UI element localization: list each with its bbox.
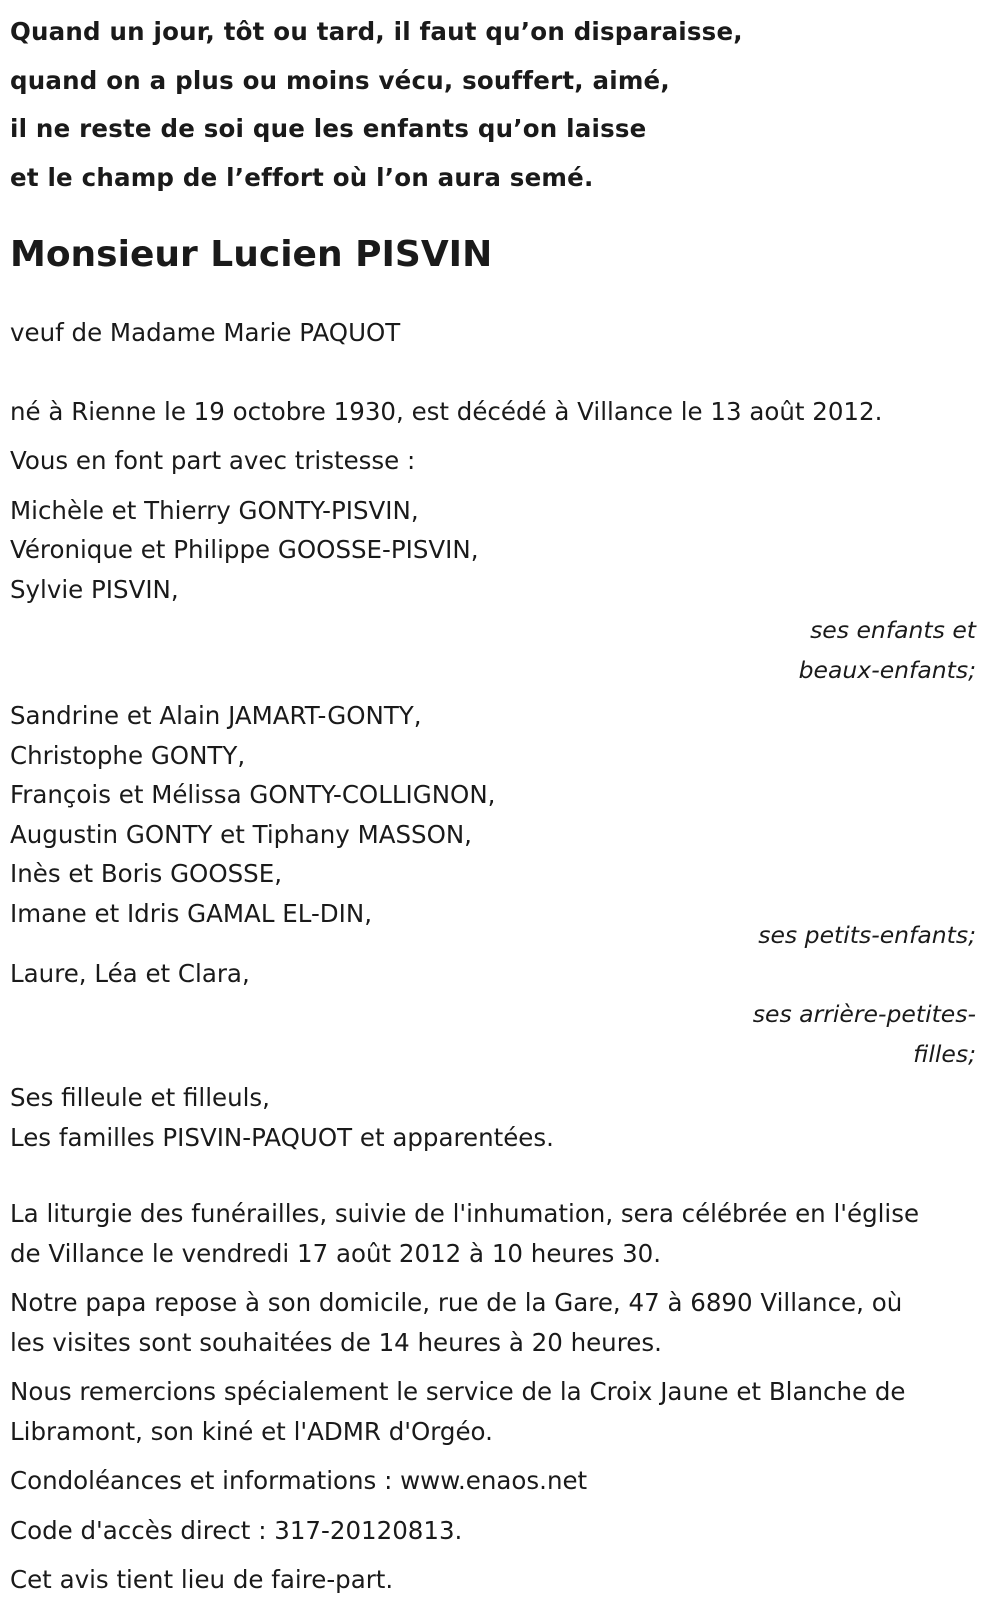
poem-line: quand on a plus ou moins vécu, souffert, aimé, <box>10 65 670 95</box>
visits-info <box>10 1283 976 1362</box>
poem-line: il ne reste de soi que les enfants qu’on laisse <box>10 114 647 143</box>
thanks-line: Libramont, son kiné et l'ADMR d'Orgéo. <box>10 1416 493 1446</box>
visits-line: Notre papa repose à son domicile, rue de la Gare, 47 à 6890 Villance, où <box>10 1288 903 1317</box>
child-name: Véronique et Philippe GOOSSE-PISVIN, <box>10 535 479 564</box>
others-group <box>10 1078 976 1157</box>
children-group <box>10 491 976 691</box>
poem-line: et le champ de l’effort où l’on aura semé. <box>10 162 594 192</box>
poem-line: Quand un jour, tôt ou tard, il faut qu’on disparaisse, <box>10 17 743 46</box>
grandchild-name: Augustin GONTY et Tiphany MASSON, <box>10 819 472 849</box>
deceased-name: Monsieur Lucien PISVIN <box>10 234 493 275</box>
child-name: Michèle et Thierry GONTY-PISVIN, <box>10 495 419 525</box>
thanks-line: Nous remercions spécialement le service de la Croix Jaune et Blanche de <box>10 1377 906 1406</box>
birth-death: né à Rienne le 19 octobre 1930, est décédé à Villance le 13 août 2012. <box>10 396 883 426</box>
funeral-line: de Villance le vendredi 17 août 2012 à 10 heures 30. <box>10 1238 662 1268</box>
notice-text: Cet avis tient lieu de faire-part. <box>10 1565 394 1594</box>
grandchild-name: Christophe GONTY, <box>10 740 246 770</box>
poem <box>10 8 976 202</box>
grandchild-name: François et Mélissa GONTY-COLLIGNON, <box>10 780 496 809</box>
great-grandchildren-group <box>10 954 976 1075</box>
others-line: Ses filleule et filleuls, <box>10 1083 270 1112</box>
visits-line: les visites sont souhaitées de 14 heures à 20 heures. <box>10 1327 662 1357</box>
others-line: Les familles PISVIN-PAQUOT et apparentées. <box>10 1122 554 1152</box>
grandchildren-group <box>10 696 976 956</box>
thanks-info <box>10 1372 976 1451</box>
grandchild-name: Imane et Idris GAMAL EL-DIN, <box>10 898 372 928</box>
grandchild-name: Inès et Boris GOOSSE, <box>10 859 283 888</box>
funeral-info <box>10 1194 976 1273</box>
child-name: Sylvie PISVIN, <box>10 574 179 604</box>
children-role: ses enfants et <box>810 616 976 644</box>
grandchildren-role: ses petits-enfants; <box>758 921 976 949</box>
condolences-info: Condoléances et informations : www.enaos.net <box>10 1466 588 1495</box>
widow-of: veuf de Madame Marie PAQUOT <box>10 318 401 347</box>
great-grandchild-names: Laure, Léa et Clara, <box>10 958 250 988</box>
death-notice <box>10 0 976 1600</box>
funeral-line: La liturgie des funérailles, suivie de l'inhumation, sera célébrée en l'église <box>10 1199 920 1228</box>
children-role: beaux-enfants; <box>798 655 976 684</box>
announcement: Vous en font part avec tristesse : <box>10 446 416 475</box>
access-code: Code d'accès direct : 317-20120813. <box>10 1515 463 1545</box>
grandchild-name: Sandrine et Alain JAMART-GONTY, <box>10 701 422 730</box>
great-grandchildren-role: ses arrière-petites- <box>752 1000 976 1028</box>
great-grandchildren-role: filles; <box>913 1039 976 1068</box>
